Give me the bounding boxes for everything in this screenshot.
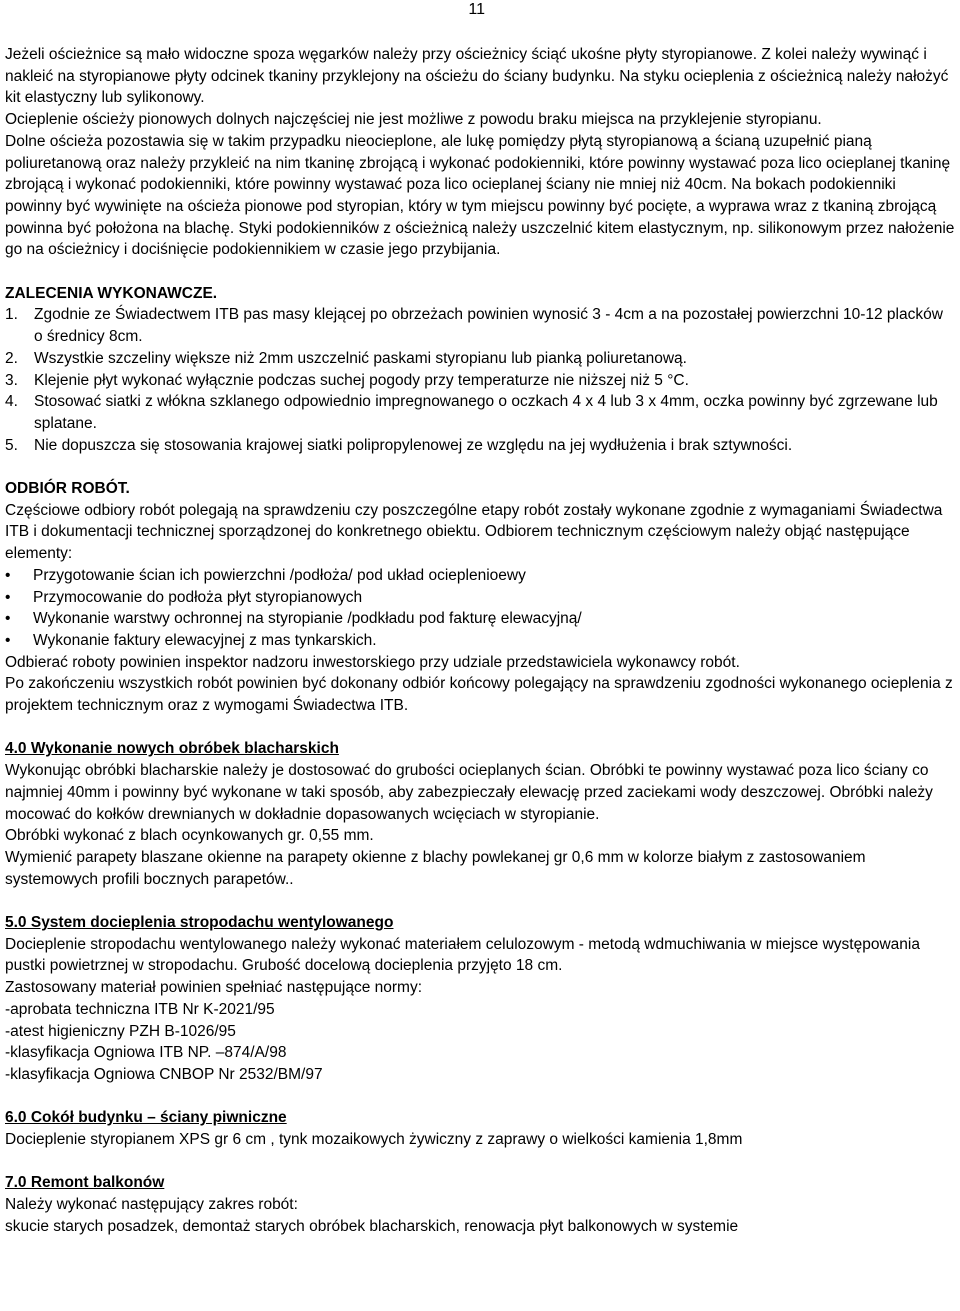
paragraph: Obróbki wykonać z blach ocynkowanych gr. 0,55 mm. bbox=[5, 827, 374, 845]
section-heading-5: 5.0 System docieplenia stropodachu wentylowanego bbox=[5, 914, 394, 932]
paragraph: Wykonując obróbki blacharskie należy je dostosować do grubości ocieplanych ścian. Obróbki te powinny wystawać poza lico ściany co najmniej 40mm i powinny być wykonane w taki sposób, aby zabezpieczały elewację przed zaciekami wody deszczowej. Obróbki należy mocować do kołków drewnianych w dokładnie dopasowanych wcięciach w styropianie. bbox=[5, 762, 933, 823]
paragraph: Zastosowany materiał powinien spełniać następujące normy: bbox=[5, 979, 422, 997]
document-content bbox=[5, 44, 955, 1238]
norm-item: -klasyfikacja Ogniowa CNBOP Nr 2532/BM/97 bbox=[5, 1065, 323, 1083]
list-item-number: 5. bbox=[5, 436, 18, 454]
norm-item: -klasyfikacja Ogniowa ITB NP. –874/A/98 bbox=[5, 1044, 287, 1062]
bullet-item: • Wykonanie faktury elewacyjnej z mas tynkarskich. bbox=[5, 630, 955, 652]
section-heading-recommendations: ZALECENIA WYKONAWCZE. bbox=[5, 284, 218, 302]
list-item bbox=[5, 391, 955, 434]
bullet-item: • Przygotowanie ścian ich powierzchni /podłoża/ pod układ ocieplenioewy bbox=[5, 565, 955, 587]
list-item-number: 1. bbox=[5, 306, 18, 324]
paragraph: Odbierać roboty powinien inspektor nadzoru inwestorskiego przy udziale przedstawiciela wykonawcy robót. bbox=[5, 653, 740, 671]
list-item bbox=[5, 304, 955, 347]
list-item-text: Wszystkie szczeliny większe niż 2mm uszczelnić paskami styropianu lub pianką poliuretanową. bbox=[34, 349, 687, 367]
list-item bbox=[5, 435, 955, 457]
section-heading-7: 7.0 Remont balkonów bbox=[5, 1174, 165, 1192]
bullet-item: • Wykonanie warstwy ochronnej na styropianie /podkładu pod fakturę elewacyjną/ bbox=[5, 608, 955, 630]
list-item-text: Stosować siatki z włókna szklanego odpowiednio impregnowanego o oczkach 4 x 4 lub 3 x 4mm, oczka powinny być zgrzewane lub splatane. bbox=[34, 393, 938, 432]
section-heading-6: 6.0 Cokół budynku – ściany piwniczne bbox=[5, 1109, 287, 1127]
paragraph: Jeżeli ościeżnice są mało widoczne spoza węgarków należy przy ościeżnicy ściąć ukośne płyty styropianowe. Z kolei należy wywinąć i nakleić na styropianowe płyty odcinek tkaniny przyklejony na ościeżu do ściany budynku. Na styku ocieplenia z ościeżnicą należy nałożyć kit elastyczny lub sylikonowy. bbox=[5, 46, 949, 107]
norm-item: -aprobata techniczna ITB Nr K-2021/95 bbox=[5, 1000, 275, 1018]
paragraph: Należy wykonać następujący zakres robót: bbox=[5, 1196, 298, 1214]
list-item bbox=[5, 348, 955, 370]
section-heading-acceptance: ODBIÓR ROBÓT. bbox=[5, 480, 130, 498]
list-item-text: Zgodnie ze Świadectwem ITB pas masy klejącej po obrzeżach powinien wynosić 3 - 4cm a na pozostałej powierzchni 10-12 placków o średnicy 8cm. bbox=[34, 306, 943, 346]
section-heading-4: 4.0 Wykonanie nowych obróbek blacharskich bbox=[5, 740, 339, 758]
paragraph: Dolne ościeża pozostawia się w takim przypadku nieocieplone, ale lukę pomiędzy płytą styropianową a ścianą uzupełnić pianą poliuretanową oraz należy przykleić na nim tkaninę zbrojącą i wykonać podokienniki, które powinny wystawać poza lico ocieplanej tkaninę zbrojącą i wykonać podokienniki, które powinny wystawać poza lico ocieplanej ściany nie mniej niż 40cm. Na bokach podokienniki powinny być wywinięte na ościeża pionowe pod styropian, który w tym miejscu powinny być pocięte, a wyprawa wraz z tkaniną zbrojącą powinna być położona na blachę. Styki podokienników z ościeżnicą należy uszczelnić kitem elastycznym, np. silikonowym przez nałożenie go na ościeżnicy i dociśnięcie podokiennikiem w czasie jego przybijania. bbox=[5, 132, 955, 259]
norm-item: -atest higieniczny PZH B-1026/95 bbox=[5, 1022, 236, 1040]
list-item-number: 3. bbox=[5, 371, 18, 389]
paragraph: Docieplenie stropodachu wentylowanego należy wykonać materiałem celulozowym - metodą wdmuchiwania w miejsce występowania pustki powietrznej w stropodachu. Grubość docelową docieplenia przyjęto 18 cm. bbox=[5, 935, 920, 975]
list-item-text: Nie dopuszcza się stosowania krajowej siatki polipropylenowej ze względu na jej wydłużenia i brak sztywności. bbox=[34, 436, 793, 454]
bullet-item: • Przymocowanie do podłoża płyt styropianowych bbox=[5, 587, 955, 609]
paragraph: Częściowe odbiory robót polegają na sprawdzeniu czy poszczególne etapy robót zostały wykonane zgodnie z wymaganiami Świadectwa ITB i dokumentacji technicznej sporządzonej do konkretnego obiektu. Odbiorem technicznym częściowym należy objąć następujące elementy: bbox=[5, 501, 943, 563]
recommendations-list bbox=[5, 304, 955, 456]
paragraph: skucie starych posadzek, demontaż starych obróbek blacharskich, renowacja płyt balkonowych w systemie bbox=[5, 1217, 739, 1235]
paragraph: Docieplenie styropianem XPS gr 6 cm , tynk mozaikowych żywiczny z zaprawy o wielkości kamienia 1,8mm bbox=[5, 1131, 743, 1149]
list-item-number: 4. bbox=[5, 393, 18, 411]
paragraph: Po zakończeniu wszystkich robót powinien być dokonany odbiór końcowy polegający na sprawdzeniu zgodności wykonanego ocieplenia z projektem technicznym oraz z wymogami Świadectwa ITB. bbox=[5, 675, 953, 715]
list-item-number: 2. bbox=[5, 349, 18, 367]
paragraph: Ocieplenie ościeży pionowych dolnych najczęściej nie jest możliwe z powodu braku miejsca na przyklejenie styropianu. bbox=[5, 111, 822, 129]
list-item bbox=[5, 370, 955, 392]
list-item-text: Klejenie płyt wykonać wyłącznie podczas suchej pogody przy temperaturze nie niższej niż 5 °C. bbox=[34, 371, 689, 389]
paragraph: Wymienić parapety blaszane okienne na parapety okienne z blachy powlekanej gr 0,6 mm w kolorze białym z zastosowaniem systemowych profili bocznych parapetów.. bbox=[5, 848, 866, 888]
page-number: 11 bbox=[468, 1, 485, 18]
acceptance-bullet-list bbox=[5, 565, 955, 652]
